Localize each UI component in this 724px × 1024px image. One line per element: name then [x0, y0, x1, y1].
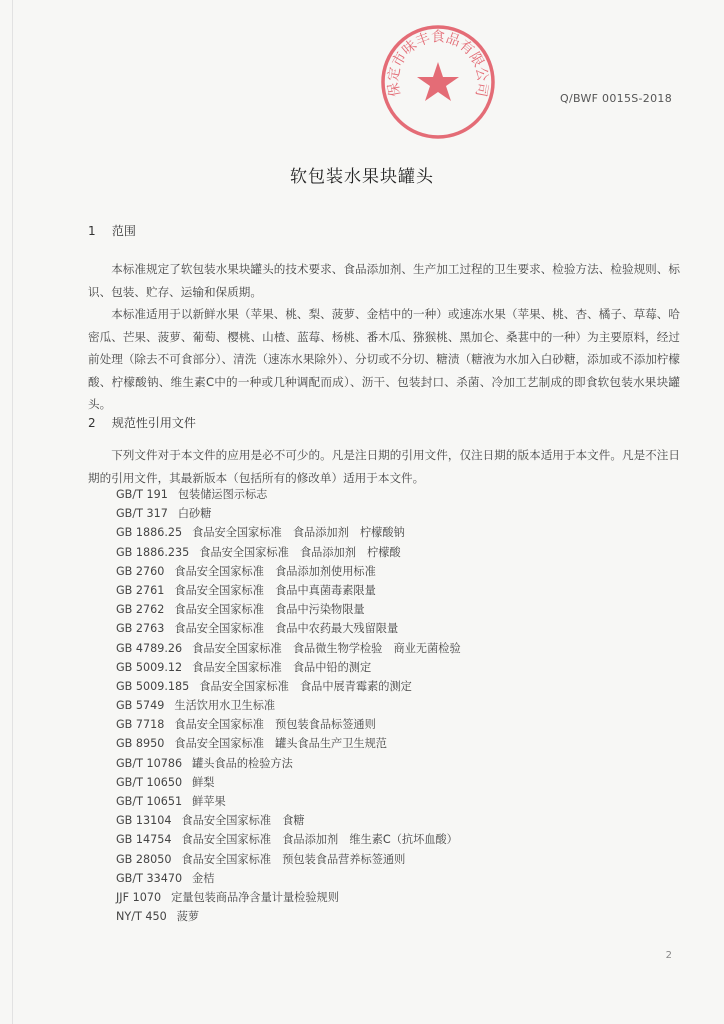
- seal-star-icon: [417, 62, 459, 101]
- reference-code: GB 5009.185: [116, 679, 190, 693]
- reference-name: 食品安全国家标准 食品添加剂 柠檬酸: [199, 545, 401, 559]
- reference-item: [116, 677, 461, 696]
- reference-item: [116, 543, 461, 562]
- section-2-title: 规范性引用文件: [111, 416, 196, 430]
- reference-code: GB 7718: [116, 718, 165, 732]
- reference-name: 罐头食品的检验方法: [192, 756, 293, 770]
- reference-code: GB 1886.25: [116, 526, 183, 540]
- section-1-title: 范围: [111, 224, 136, 238]
- reference-name: 食品安全国家标准 食品添加剂使用标准: [174, 564, 376, 578]
- reference-name: 定量包装商品净含量计量检验规则: [171, 890, 339, 904]
- reference-code: GB 2761: [116, 583, 165, 597]
- reference-name: 食品安全国家标准 预包装食品营养标签通则: [181, 852, 406, 866]
- section-1-number: 1: [88, 224, 96, 238]
- reference-name: 包装储运图示标志: [177, 488, 268, 501]
- reference-name: 生活饮用水卫生标准: [174, 699, 276, 713]
- reference-item: [116, 504, 461, 523]
- reference-name: 菠萝: [176, 910, 200, 924]
- document-title: 软包装水果块罐头: [290, 167, 434, 187]
- reference-item: [116, 696, 461, 715]
- reference-item: [116, 619, 461, 638]
- section-2-heading: [88, 414, 196, 431]
- reference-name: 食品安全国家标准 食品中污染物限量: [174, 603, 365, 617]
- reference-item: [116, 600, 461, 619]
- reference-name: 食品安全国家标准 食品中真菌毒素限量: [174, 583, 376, 597]
- reference-name: 食品安全国家标准 食品微生物学检验 商业无菌检验: [192, 641, 461, 655]
- reference-name: 食品安全国家标准 罐头食品生产卫生规范: [174, 737, 387, 751]
- reference-item: [116, 581, 461, 600]
- reference-item: [116, 734, 461, 753]
- reference-item: [116, 850, 461, 869]
- reference-name: 食品安全国家标准 预包装食品标签通则: [174, 718, 376, 732]
- reference-item: [116, 811, 461, 830]
- document-code: Q/BWF 0015S-2018: [560, 92, 672, 105]
- section-1-body: [88, 258, 680, 416]
- reference-name: 食品安全国家标准 食品中铅的测定: [192, 660, 372, 674]
- scope-paragraph-1: 本标准规定了软包装水果块罐头的技术要求、食品添加剂、生产加工过程的卫生要求、检验方法、检验规则、标识、包装、贮存、运输和保质期。: [88, 262, 680, 299]
- reference-item: [116, 658, 461, 677]
- reference-name: 白砂糖: [177, 507, 212, 521]
- reference-item: [116, 754, 461, 773]
- reference-name: 食品安全国家标准 食品添加剂 维生素C（抗坏血酸）: [181, 833, 458, 847]
- section-1-heading: [88, 222, 136, 239]
- reference-item: [116, 907, 461, 926]
- reference-name: 鲜梨: [192, 775, 215, 789]
- reference-name: 食品安全国家标准 食品添加剂 柠檬酸钠: [192, 526, 405, 540]
- reference-list: [116, 485, 461, 926]
- reference-item: [116, 562, 461, 581]
- reference-code: JJF 1070: [116, 890, 162, 904]
- reference-item: [116, 715, 461, 734]
- reference-code: GB 13104: [116, 814, 172, 828]
- section-2-intro: [88, 444, 680, 489]
- page-number: 2: [665, 950, 672, 961]
- reference-code: GB/T 33470: [116, 871, 183, 885]
- reference-item: [116, 869, 461, 888]
- reference-code: GB 1886.235: [116, 545, 190, 559]
- reference-code: GB/T 10651: [116, 795, 183, 808]
- reference-code: GB 5009.12: [116, 660, 183, 674]
- svg-text:保定市味丰食品有限公司: 保定市味丰食品有限公司: [385, 29, 491, 98]
- reference-item: [116, 830, 461, 849]
- reference-code: GB 2760: [116, 564, 165, 578]
- reference-code: GB/T 10650: [116, 775, 183, 789]
- reference-code: GB/T 317: [116, 507, 168, 521]
- reference-code: GB 8950: [116, 737, 165, 751]
- reference-code: GB/T 10786: [116, 756, 183, 770]
- reference-code: GB 2763: [116, 622, 165, 636]
- reference-code: GB 28050: [116, 852, 172, 866]
- reference-item: [116, 792, 461, 811]
- reference-item: [116, 639, 461, 658]
- reference-code: GB/T 191: [116, 488, 168, 501]
- reference-name: 金桔: [192, 871, 215, 885]
- reference-code: GB 2762: [116, 603, 165, 617]
- company-seal-stamp: [378, 22, 498, 142]
- reference-item: [116, 523, 461, 542]
- reference-code: GB 5749: [116, 699, 165, 713]
- scope-paragraph-2: 本标准适用于以新鲜水果（苹果、桃、梨、菠萝、金桔中的一种）或速冻水果（苹果、桃、杏、橘子、草莓、哈密瓜、芒果、菠萝、葡萄、樱桃、山楂、蓝莓、杨桃、番木瓜、猕猴桃、黑加仑、桑葚中的一种）为主要原料，经过前处理（除去不可食部分）、清洗（速冻水果除外）、分切或不分切、糖渍（糖液为水加入白砂糖，添加或不添加柠檬酸、柠檬酸钠、维生素C中的一种或几种调配而成）、沥干、包装封口、杀菌、冷加工艺制成的即食软包装水果块罐头。: [88, 307, 680, 411]
- reference-item: [116, 773, 461, 792]
- reference-name: 食品安全国家标准 食品中农药最大残留限量: [174, 622, 399, 636]
- reference-name: 食品安全国家标准 食糖: [181, 814, 305, 828]
- reference-code: GB 4789.26: [116, 641, 183, 655]
- reference-code: NY/T 450: [116, 910, 167, 924]
- reference-name: 鲜苹果: [192, 795, 226, 808]
- reference-item: [116, 485, 461, 504]
- section-2-number: 2: [88, 416, 96, 430]
- reference-code: GB 14754: [116, 833, 172, 847]
- references-intro: 下列文件对于本文件的应用是必不可少的。凡是注日期的引用文件，仅注日期的版本适用于本文件。凡是不注日期的引用文件，其最新版本（包括所有的修改单）适用于本文件。: [88, 448, 680, 485]
- reference-item: [116, 888, 461, 907]
- reference-name: 食品安全国家标准 食品中展青霉素的测定: [199, 679, 412, 693]
- scan-edge-line: [12, 0, 13, 1024]
